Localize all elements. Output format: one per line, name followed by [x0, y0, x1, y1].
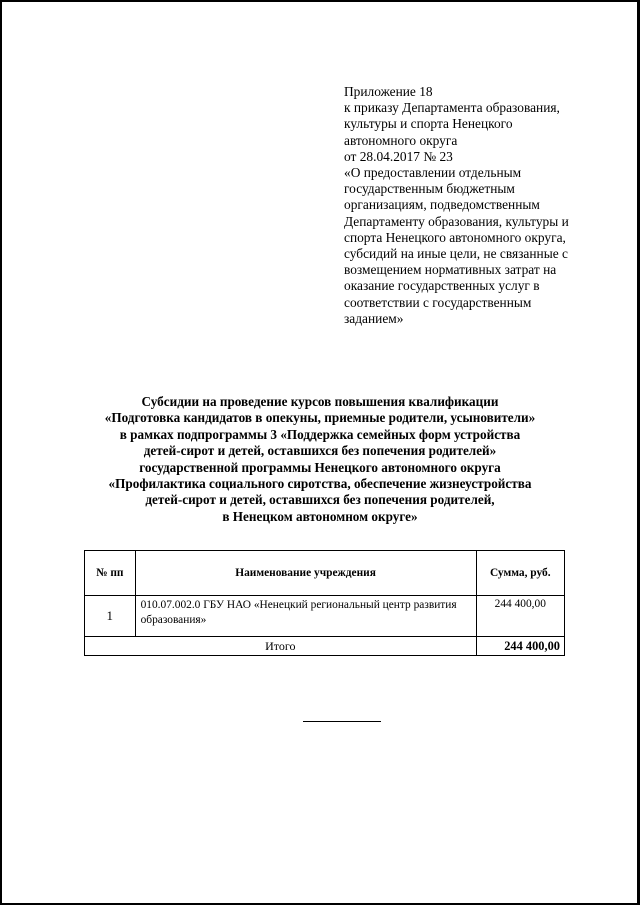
heading-line: «Профилактика социального сиротства, обеспечение жизнеустройства: [108, 476, 532, 492]
total-label: Итого: [85, 637, 477, 656]
heading-line: в Ненецком автономном округе»: [222, 508, 418, 524]
appendix-line: культуры и спорта Ненецкого: [344, 116, 513, 132]
table-total-row: [85, 637, 565, 656]
heading-line: детей-сирот и детей, оставшихся без попечения родителей»: [143, 443, 497, 459]
row-institution: 010.07.002.0 ГБУ НАО «Ненецкий региональный центр развития образования»: [135, 596, 476, 637]
total-sum: 244 400,00: [476, 637, 564, 656]
appendix-line: соответствии с государственным: [344, 294, 532, 310]
scan-border-top: [0, 0, 640, 2]
table-header-row: [85, 551, 565, 596]
appendix-line: возмещением нормативных затрат на: [344, 262, 557, 278]
appendix-line: оказание государственных услуг в: [344, 278, 540, 294]
closing-rule: [303, 721, 381, 722]
appendix-line: Департаменту образования, культуры и: [344, 213, 569, 229]
table-row: [85, 596, 565, 637]
appendix-line: «О предоставлении отдельным: [344, 165, 522, 181]
appendix-line: от 28.04.2017 № 23: [344, 148, 453, 164]
header-name: Наименование учреждения: [135, 551, 476, 596]
appendix-block: [344, 84, 604, 327]
appendix-line: автономного округа: [344, 132, 458, 148]
heading-line: детей-сирот и детей, оставшихся без попечения родителей,: [145, 492, 495, 508]
document-heading: [60, 394, 580, 525]
heading-line: в рамках подпрограммы 3 «Поддержка семейных форм устройства: [119, 426, 521, 442]
appendix-line: спорта Ненецкого автономного округа,: [344, 229, 566, 245]
row-sum: 244 400,00: [476, 596, 564, 637]
appendix-line: Приложение 18: [344, 84, 433, 99]
header-num: № пп: [85, 551, 136, 596]
subsidy-table: [84, 550, 565, 656]
scan-border-left: [0, 0, 2, 905]
appendix-line: субсидий на иные цели, не связанные с: [344, 246, 568, 262]
heading-line: Субсидии на проведение курсов повышения квалификации: [141, 394, 499, 409]
appendix-line: к приказу Департамента образования,: [344, 100, 560, 116]
row-num: 1: [85, 596, 136, 637]
heading-line: «Подготовка кандидатов в опекуны, приемные родители, усыновители»: [104, 410, 536, 426]
heading-line: государственной программы Ненецкого автономного округа: [139, 459, 501, 475]
appendix-line: заданием»: [344, 310, 404, 326]
header-sum: Сумма, руб.: [476, 551, 564, 596]
appendix-line: организациям, подведомственным: [344, 197, 540, 213]
appendix-line: государственным бюджетным: [344, 181, 515, 197]
